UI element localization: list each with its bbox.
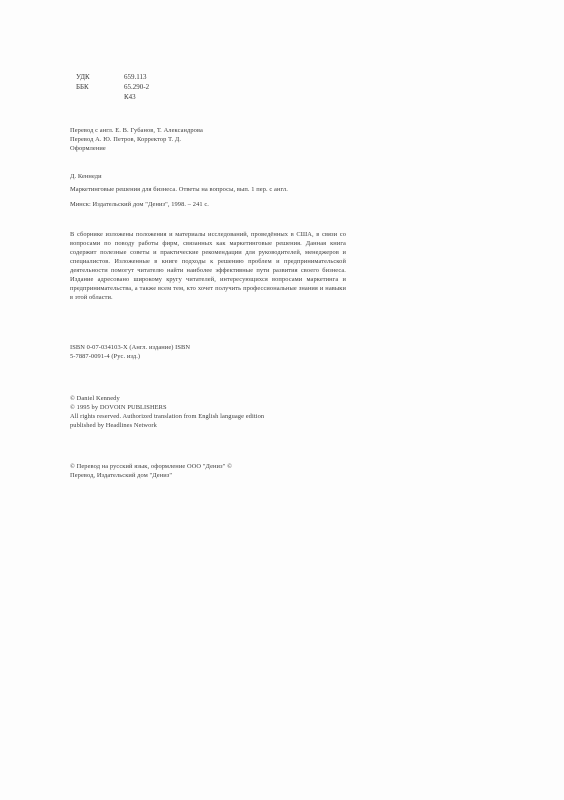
code-label xyxy=(76,92,106,102)
code-row xyxy=(76,82,149,92)
translators-line: Оформление xyxy=(70,145,106,152)
translators-block xyxy=(70,126,350,153)
abstract-paragraph: В сборнике изложены положения и материалы исследований, проведённых в США, в связи со вопросами по поводу работы фирм, связанных как маркетинговые решения. Данная книга содержит полезные советы и практические рекомендации для руководителей, менеджеров и специалистов. Изложенные в книге подходы к решению проблем и предпринимательской деятельности помогут читателю найти наиболее эффективные пути развития своего бизнеса. Издание адресовано широкому кругу читателей, интересующихся вопросами маркетинга и предпринимательства, а также всем тем, кто хочет получить профессиональные знания и навыки в этой области. xyxy=(70,231,346,301)
copyright-line: © Daniel Kennedy xyxy=(70,395,120,402)
isbn-block xyxy=(70,343,350,361)
imprint-line: Минск: Издательский дом "Дениз", 1998. – 241 с. xyxy=(70,201,209,208)
translators-line: Перевод А. Ю. Петров, Корректор Т. Д. xyxy=(70,136,182,143)
copyright-line: © 1995 by DOVOIN PUBLISHERS xyxy=(70,404,167,411)
code-label: УДК xyxy=(76,73,90,81)
code-value: 659.113 xyxy=(124,73,147,81)
publisher-line: © Перевод на русский язык, оформление ООО "Дениз" © xyxy=(70,463,233,470)
publisher-copyright-block xyxy=(70,462,350,480)
code-value: 65.290-2 xyxy=(124,83,150,91)
classification-codes xyxy=(76,72,149,102)
copyright-line: All rights reserved. Authorized translation from English language edition xyxy=(70,413,265,420)
isbn-line: 5-7887-0091-4 (Рус. изд.) xyxy=(70,353,141,360)
code-label: ББК xyxy=(76,83,89,91)
copyright-block xyxy=(70,394,350,430)
copyright-line: published by Headlines Network xyxy=(70,422,157,429)
code-value: К43 xyxy=(124,93,136,101)
code-row xyxy=(76,92,149,102)
bibliographic-block xyxy=(70,172,350,209)
publisher-line: Перевод, Издательский дом "Дениз" xyxy=(70,472,173,479)
translators-line: Перевод с англ. Е. В. Губанов, Т. Александрова xyxy=(70,127,203,134)
isbn-line: ISBN 0-07-034103-X (Англ. издание) ISBN xyxy=(70,344,191,351)
code-row xyxy=(76,72,149,82)
title-line: Маркетинговые решения для бизнеса. Ответы на вопросы, вып. 1 пер. с англ. xyxy=(70,186,288,193)
author-line: Д. Кеннеди xyxy=(70,173,102,180)
